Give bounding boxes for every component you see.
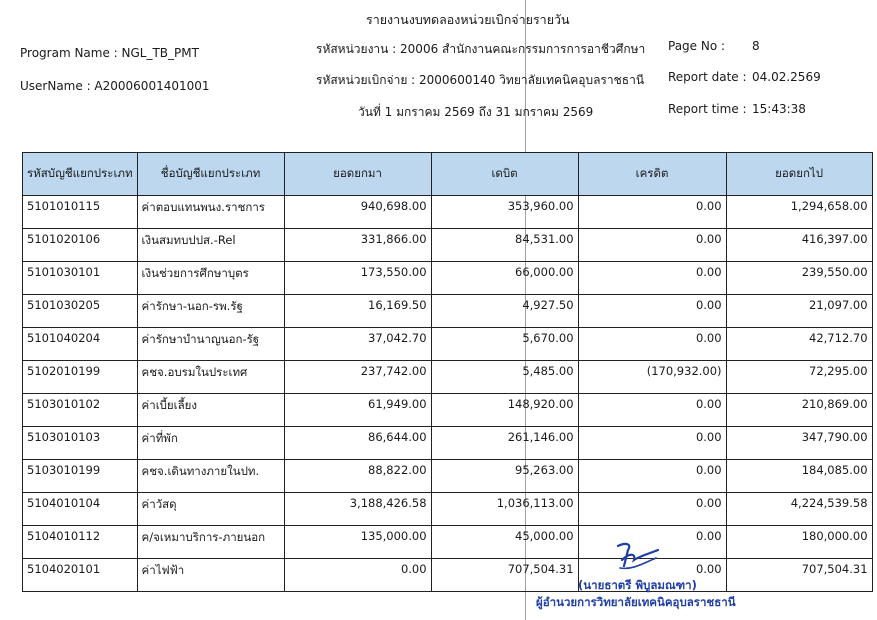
column-header: รหัสบัญชีแยกประเภท [23,153,138,196]
account-name-cell: ค่าที่พัก [137,427,284,460]
debit-cell: 95,263.00 [431,460,578,493]
report-title: รายงานงบทดลองหน่วยเบิกจ่ายรายวัน [366,12,570,27]
account-code-cell: 5102010199 [23,361,138,394]
table-row [23,262,873,295]
closing-balance-cell: 21,097.00 [726,295,872,328]
credit-cell: 0.00 [578,394,726,427]
account-code-cell: 5104020101 [23,559,138,592]
signatory-title: ผู้อำนวยการวิทยาลัยเทคนิคอุบลราชธานี [536,595,736,609]
credit-cell: (170,932.00) [578,361,726,394]
credit-cell: 0.00 [578,196,726,229]
table-header-row [23,153,873,196]
account-code-cell: 5103010102 [23,394,138,427]
account-name-cell: ค่ารักษา-นอก-รพ.รัฐ [137,295,284,328]
column-header: เครดิต [578,153,726,196]
opening-balance-cell: 16,169.50 [284,295,431,328]
closing-balance-cell: 180,000.00 [726,526,872,559]
account-name-cell: เงินสมทบปปส.-Rel [137,229,284,262]
opening-balance-cell: 135,000.00 [284,526,431,559]
opening-balance-cell: 61,949.00 [284,394,431,427]
table-row [23,526,873,559]
account-code-cell: 5104010104 [23,493,138,526]
account-name-cell: ค/จเหมาบริการ-ภายนอก [137,526,284,559]
closing-balance-cell: 184,085.00 [726,460,872,493]
table-row [23,493,873,526]
closing-balance-cell: 72,295.00 [726,361,872,394]
disbursing-unit-code: รหัสหน่วยเบิกจ่าย : 2000600140 วิทยาลัยเทคนิคอุบลราชธานี [316,73,645,87]
signature-scribble [612,540,662,574]
account-code-cell: 5101030101 [23,262,138,295]
credit-cell: 0.00 [578,493,726,526]
account-name-cell: ค่าตอบแทนพนง.ราชการ [137,196,284,229]
closing-balance-cell: 42,712.70 [726,328,872,361]
account-code-cell: 5103010199 [23,460,138,493]
account-code-cell: 5101030205 [23,295,138,328]
opening-balance-cell: 331,866.00 [284,229,431,262]
credit-cell: 0.00 [578,295,726,328]
column-header: ยอดยกมา [284,153,431,196]
account-code-cell: 5101040204 [23,328,138,361]
debit-cell: 5,670.00 [431,328,578,361]
column-header: ยอดยกไป [726,153,872,196]
debit-cell: 261,146.00 [431,427,578,460]
signatory-name: (นายธาตรี พิบูลมณฑา) [578,578,697,592]
account-name-cell: คชจ.เดินทางภายในปท. [137,460,284,493]
account-code-cell: 5103010103 [23,427,138,460]
opening-balance-cell: 173,550.00 [284,262,431,295]
debit-cell: 148,920.00 [431,394,578,427]
table-row [23,394,873,427]
report-date-value: 04.02.2569 [752,70,821,84]
column-header: เดบิต [431,153,578,196]
table-row [23,229,873,262]
opening-balance-cell: 237,742.00 [284,361,431,394]
debit-cell: 353,960.00 [431,196,578,229]
closing-balance-cell: 707,504.31 [726,559,872,592]
closing-balance-cell: 239,550.00 [726,262,872,295]
credit-cell: 0.00 [578,328,726,361]
table-row [23,295,873,328]
program-name: Program Name : NGL_TB_PMT [20,46,199,60]
credit-cell: 0.00 [578,427,726,460]
opening-balance-cell: 86,644.00 [284,427,431,460]
table-row [23,460,873,493]
credit-cell: 0.00 [578,262,726,295]
credit-cell: 0.00 [578,460,726,493]
account-code-cell: 5104010112 [23,526,138,559]
date-range: วันที่ 1 มกราคม 2569 ถึง 31 มกราคม 2569 [358,105,594,119]
user-name: UserName : A20006001401001 [20,79,210,93]
closing-balance-cell: 210,869.00 [726,394,872,427]
debit-cell: 4,927.50 [431,295,578,328]
agency-code: รหัสหน่วยงาน : 20006 สำนักงานคณะกรรมการการอาชีวศึกษา [316,42,646,56]
report-time-value: 15:43:38 [752,102,806,116]
opening-balance-cell: 88,822.00 [284,460,431,493]
closing-balance-cell: 347,790.00 [726,427,872,460]
account-name-cell: ค่ารักษาบำนาญนอก-รัฐ [137,328,284,361]
opening-balance-cell: 0.00 [284,559,431,592]
debit-cell: 5,485.00 [431,361,578,394]
trial-balance-table [22,152,873,592]
table-row [23,427,873,460]
opening-balance-cell: 940,698.00 [284,196,431,229]
closing-balance-cell: 4,224,539.58 [726,493,872,526]
debit-cell: 1,036,113.00 [431,493,578,526]
report-time-label: Report time : [668,102,747,116]
table-row [23,559,873,592]
account-name-cell: ค่าไฟฟ้า [137,559,284,592]
debit-cell: 66,000.00 [431,262,578,295]
table-row [23,196,873,229]
credit-cell: 0.00 [578,229,726,262]
credit-cell: 0.00 [578,559,726,592]
debit-cell: 707,504.31 [431,559,578,592]
debit-cell: 45,000.00 [431,526,578,559]
credit-cell: 0.00 [578,526,726,559]
closing-balance-cell: 1,294,658.00 [726,196,872,229]
page-no-label: Page No : [668,39,726,53]
table-row [23,328,873,361]
account-name-cell: ค่าวัสดุ [137,493,284,526]
account-code-cell: 5101020106 [23,229,138,262]
debit-cell: 84,531.00 [431,229,578,262]
opening-balance-cell: 37,042.70 [284,328,431,361]
account-name-cell: ค่าเบี้ยเลี้ยง [137,394,284,427]
account-name-cell: เงินช่วยการศึกษาบุตร [137,262,284,295]
column-header: ชื่อบัญชีแยกประเภท [137,153,284,196]
closing-balance-cell: 416,397.00 [726,229,872,262]
opening-balance-cell: 3,188,426.58 [284,493,431,526]
account-name-cell: คชจ.อบรมในประเทศ [137,361,284,394]
page-no-value: 8 [752,39,760,53]
account-code-cell: 5101010115 [23,196,138,229]
report-date-label: Report date : [668,70,747,84]
table-row [23,361,873,394]
